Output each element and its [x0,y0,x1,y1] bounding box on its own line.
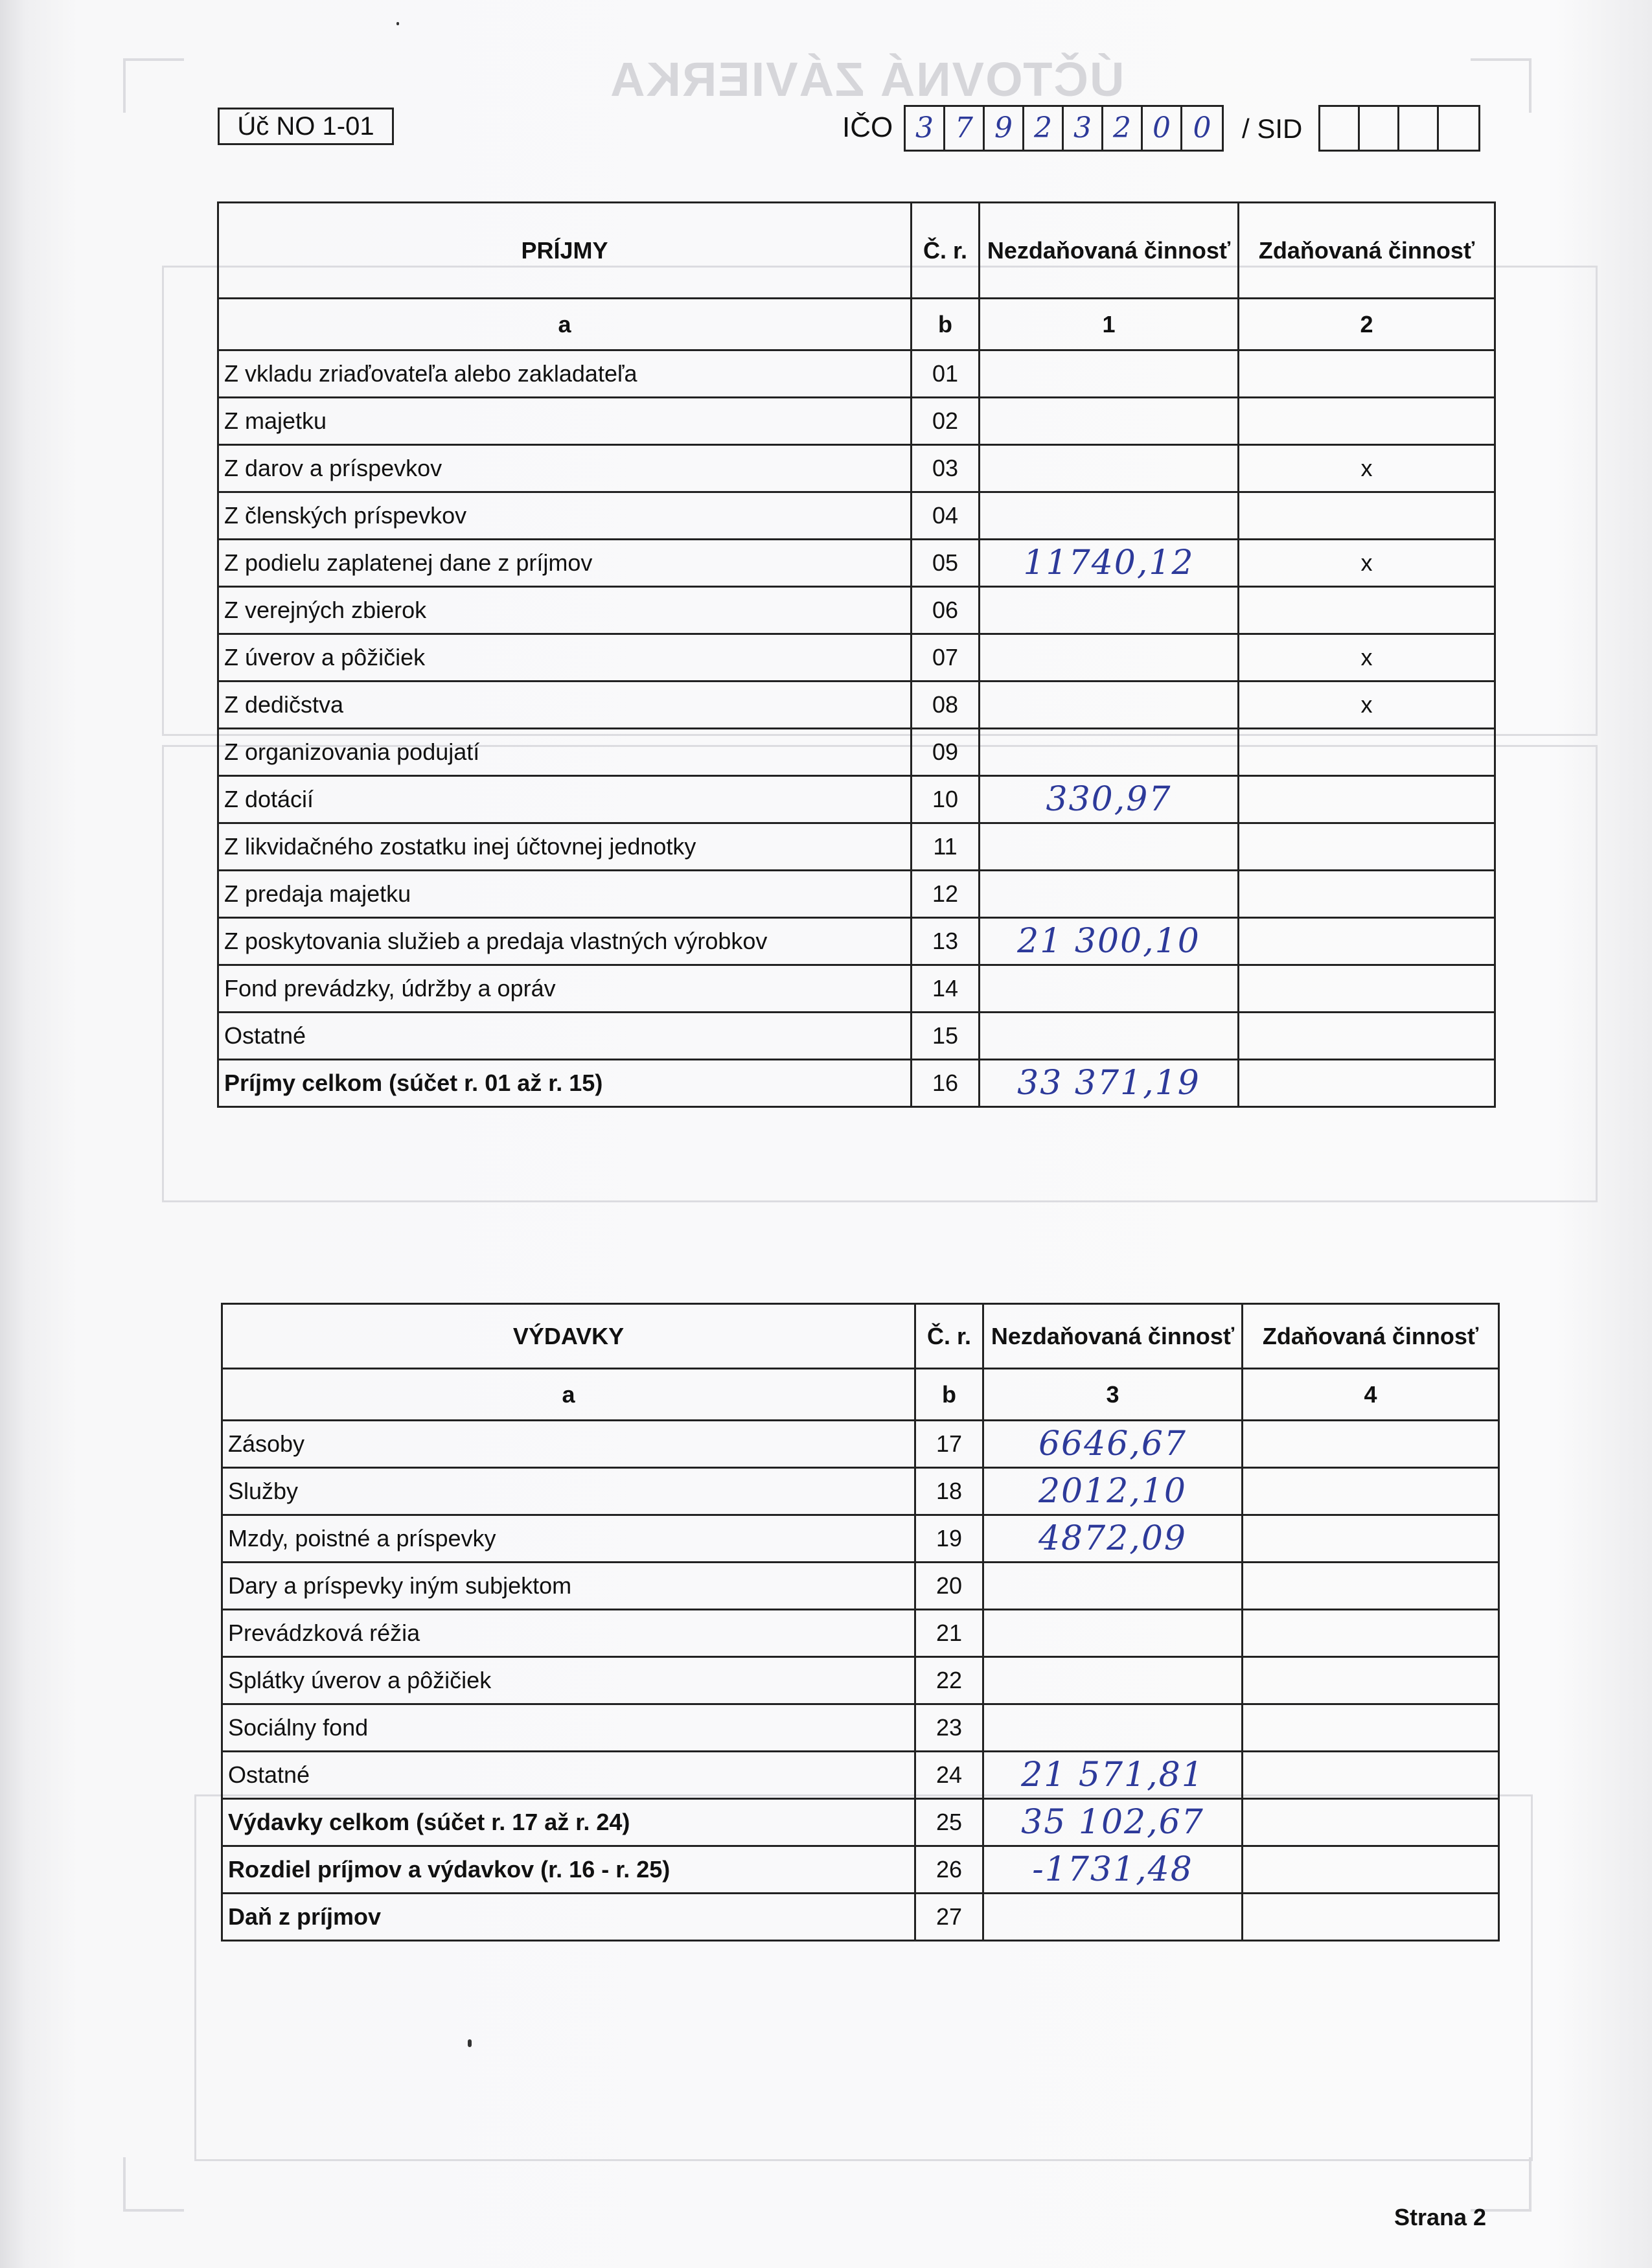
taxed-amount-field[interactable] [1239,776,1495,823]
row-label: Z predaja majetku [218,871,912,918]
untaxed-amount-field[interactable]: 330,97 [980,776,1239,823]
scan-speck [468,2039,472,2047]
table-row [222,1752,1499,1799]
untaxed-amount-field[interactable] [980,965,1239,1013]
table-row [218,350,1495,398]
taxed-amount-field[interactable] [1239,1060,1495,1107]
taxed-amount-field[interactable] [1243,1799,1499,1846]
untaxed-amount-field[interactable]: 21 571,81 [983,1752,1243,1799]
row-label: Z členských príspevkov [218,492,912,540]
column-code: b [912,299,980,350]
sid-digit[interactable] [1360,107,1399,150]
row-label: Daň z príjmov [222,1894,915,1941]
sid-label: / SID [1242,113,1303,144]
row-number: 26 [915,1846,983,1894]
untaxed-amount-field[interactable] [980,1013,1239,1060]
taxed-amount-field[interactable] [1243,1515,1499,1563]
row-number: 07 [912,634,980,682]
taxed-amount-field[interactable] [1243,1421,1499,1468]
table-row [222,1657,1499,1704]
row-number: 13 [912,918,980,965]
row-label: Splátky úverov a pôžičiek [222,1657,915,1704]
ico-digit[interactable]: 3 [1064,107,1103,150]
taxed-amount-field[interactable] [1239,398,1495,445]
expenses-rows [222,1421,1499,1941]
row-number: 23 [915,1704,983,1752]
sid-digit-boxes [1318,105,1480,152]
ico-label: IČO [842,111,893,143]
table-row [218,823,1495,871]
row-number: 10 [912,776,980,823]
row-number: 08 [912,682,980,729]
row-number-header: Č. r. [915,1304,983,1369]
reverse-side-corner-mark [123,58,184,113]
row-label: Z majetku [218,398,912,445]
taxed-amount-field[interactable] [1243,1704,1499,1752]
taxed-activity-header: Zdaňovaná činnosť [1239,203,1495,299]
column-code: 3 [983,1369,1243,1421]
table-row [218,682,1495,729]
table-row [218,918,1495,965]
row-label: Z darov a príspevkov [218,445,912,492]
untaxed-amount-field[interactable] [980,445,1239,492]
row-number: 09 [912,729,980,776]
column-code: a [222,1369,915,1421]
untaxed-amount-field[interactable] [980,350,1239,398]
untaxed-amount-field[interactable] [983,1894,1243,1941]
row-number: 19 [915,1515,983,1563]
untaxed-amount-field[interactable] [980,871,1239,918]
row-label: Sociálny fond [222,1704,915,1752]
column-code: 1 [980,299,1239,350]
expenses-header-row [222,1304,1499,1369]
row-number: 14 [912,965,980,1013]
taxed-amount-field[interactable] [1243,1610,1499,1657]
page-number: Strana 2 [1394,2204,1487,2230]
ico-digit[interactable]: 7 [945,107,985,150]
untaxed-amount-field[interactable]: 6646,67 [983,1421,1243,1468]
sid-digit[interactable] [1439,107,1478,150]
expenses-header-label: VÝDAVKY [222,1304,915,1369]
row-label: Z vkladu zriaďovateľa alebo zakladateľa [218,350,912,398]
row-number-header: Č. r. [912,203,980,299]
table-row [218,1013,1495,1060]
table-row [222,1515,1499,1563]
ico-digit[interactable]: 2 [1024,107,1064,150]
untaxed-activity-header: Nezdaňovaná činnosť [983,1304,1243,1369]
taxed-amount-field[interactable]: x [1239,445,1495,492]
table-row [222,1846,1499,1894]
taxed-amount-field[interactable] [1239,965,1495,1013]
income-header-label: PRÍJMY [218,203,912,299]
row-number: 18 [915,1468,983,1515]
untaxed-amount-field[interactable]: 2012,10 [983,1468,1243,1515]
column-code: 2 [1239,299,1495,350]
row-number: 05 [912,540,980,587]
row-number: 11 [912,823,980,871]
row-number: 01 [912,350,980,398]
row-number: 20 [915,1563,983,1610]
row-number: 02 [912,398,980,445]
income-table [217,201,1496,1108]
untaxed-amount-field[interactable]: 11740,12 [980,540,1239,587]
table-row [218,634,1495,682]
ico-digit[interactable]: 0 [1193,111,1211,144]
row-number: 12 [912,871,980,918]
ico-digit[interactable]: 3 [906,107,945,150]
row-label: Z verejných zbierok [218,587,912,634]
row-label: Z poskytovania služieb a predaja vlastných výrobkov [218,918,912,965]
table-row [218,729,1495,776]
row-number: 06 [912,587,980,634]
taxed-amount-field[interactable] [1239,492,1495,540]
ico-digit[interactable]: 2 [1103,107,1143,150]
taxed-activity-header: Zdaňovaná činnosť [1243,1304,1499,1369]
table-row [222,1799,1499,1846]
table-row [218,871,1495,918]
taxed-amount-field[interactable] [1243,1894,1499,1941]
table-row [218,587,1495,634]
income-subheader-row [218,299,1495,350]
untaxed-amount-field[interactable] [983,1704,1243,1752]
taxed-amount-field[interactable] [1239,871,1495,918]
row-number: 21 [915,1610,983,1657]
reverse-side-corner-mark [123,2157,184,2212]
expenses-table [221,1303,1500,1942]
untaxed-amount-field[interactable] [983,1563,1243,1610]
table-row [222,1421,1499,1468]
taxed-amount-field[interactable]: x [1239,634,1495,682]
row-number: 24 [915,1752,983,1799]
taxed-amount-field[interactable] [1239,1013,1495,1060]
table-row [222,1704,1499,1752]
taxed-amount-field[interactable]: x [1239,682,1495,729]
row-number: 17 [915,1421,983,1468]
row-label: Z dedičstva [218,682,912,729]
row-label: Výdavky celkom (súčet r. 17 až r. 24) [222,1799,915,1846]
row-number: 22 [915,1657,983,1704]
untaxed-amount-field[interactable]: 4872,09 [983,1515,1243,1563]
row-number: 27 [915,1894,983,1941]
row-label: Z likvidačného zostatku inej účtovnej jednotky [218,823,912,871]
untaxed-amount-field[interactable] [983,1657,1243,1704]
taxed-amount-field[interactable] [1239,587,1495,634]
ico-digit[interactable]: 0 [1143,107,1182,150]
row-label: Ostatné [222,1752,915,1799]
reverse-side-bleed: ÚČTOVNÁ ZÁVIERKA [609,52,1125,106]
column-code: a [218,299,912,350]
table-row [218,492,1495,540]
untaxed-amount-field[interactable]: 35 102,67 [983,1799,1243,1846]
row-label: Ostatné [218,1013,912,1060]
row-label: Rozdiel príjmov a výdavkov (r. 16 - r. 25) [222,1846,915,1894]
untaxed-amount-field[interactable] [980,682,1239,729]
untaxed-amount-field[interactable]: 21 300,10 [980,918,1239,965]
taxed-amount-field[interactable] [1243,1657,1499,1704]
untaxed-amount-field[interactable] [980,823,1239,871]
scan-speck [396,22,399,25]
ico-digit[interactable]: 9 [985,107,1024,150]
income-header-row [218,203,1495,299]
taxed-amount-field[interactable] [1239,823,1495,871]
column-code: b [915,1369,983,1421]
untaxed-amount-field[interactable] [980,587,1239,634]
untaxed-amount-field[interactable] [980,398,1239,445]
untaxed-amount-field[interactable] [983,1610,1243,1657]
untaxed-amount-field[interactable] [980,729,1239,776]
taxed-amount-field[interactable] [1239,350,1495,398]
taxed-amount-field[interactable]: x [1239,540,1495,587]
table-row [218,540,1495,587]
sid-digit[interactable] [1399,107,1439,150]
row-label: Z podielu zaplatenej dane z príjmov [218,540,912,587]
row-label: Služby [222,1468,915,1515]
row-label: Fond prevádzky, údržby a opráv [218,965,912,1013]
table-row [222,1610,1499,1657]
table-row [222,1563,1499,1610]
row-label: Prevádzková réžia [222,1610,915,1657]
untaxed-amount-field[interactable] [980,492,1239,540]
untaxed-amount-field[interactable]: 33 371,19 [980,1060,1239,1107]
column-code: 4 [1243,1369,1499,1421]
taxed-amount-field[interactable] [1243,1752,1499,1799]
sid-digit[interactable] [1320,107,1360,150]
row-label: Z dotácií [218,776,912,823]
taxed-amount-field[interactable] [1243,1563,1499,1610]
untaxed-amount-field[interactable]: -1731,48 [983,1846,1243,1894]
row-number: 16 [912,1060,980,1107]
untaxed-amount-field[interactable] [980,634,1239,682]
table-row [218,398,1495,445]
taxed-amount-field[interactable] [1239,729,1495,776]
untaxed-activity-header: Nezdaňovaná činnosť [980,203,1239,299]
table-row [222,1894,1499,1941]
table-row [218,1060,1495,1107]
table-row [218,965,1495,1013]
row-number: 15 [912,1013,980,1060]
row-number: 04 [912,492,980,540]
row-label: Mzdy, poistné a príspevky [222,1515,915,1563]
ico-digit-boxes [904,105,1224,152]
form-code: Úč NO 1-01 [218,108,394,145]
row-label: Z organizovania podujatí [218,729,912,776]
table-row [218,445,1495,492]
expenses-subheader-row [222,1369,1499,1421]
row-label: Zásoby [222,1421,915,1468]
taxed-amount-field[interactable] [1239,918,1495,965]
taxed-amount-field[interactable] [1243,1468,1499,1515]
row-label: Dary a príspevky iným subjektom [222,1563,915,1610]
income-rows [218,350,1495,1107]
table-row [218,776,1495,823]
row-number: 25 [915,1799,983,1846]
taxed-amount-field[interactable] [1243,1846,1499,1894]
row-label: Príjmy celkom (súčet r. 01 až r. 15) [218,1060,912,1107]
row-number: 03 [912,445,980,492]
table-row [222,1468,1499,1515]
row-label: Z úverov a pôžičiek [218,634,912,682]
